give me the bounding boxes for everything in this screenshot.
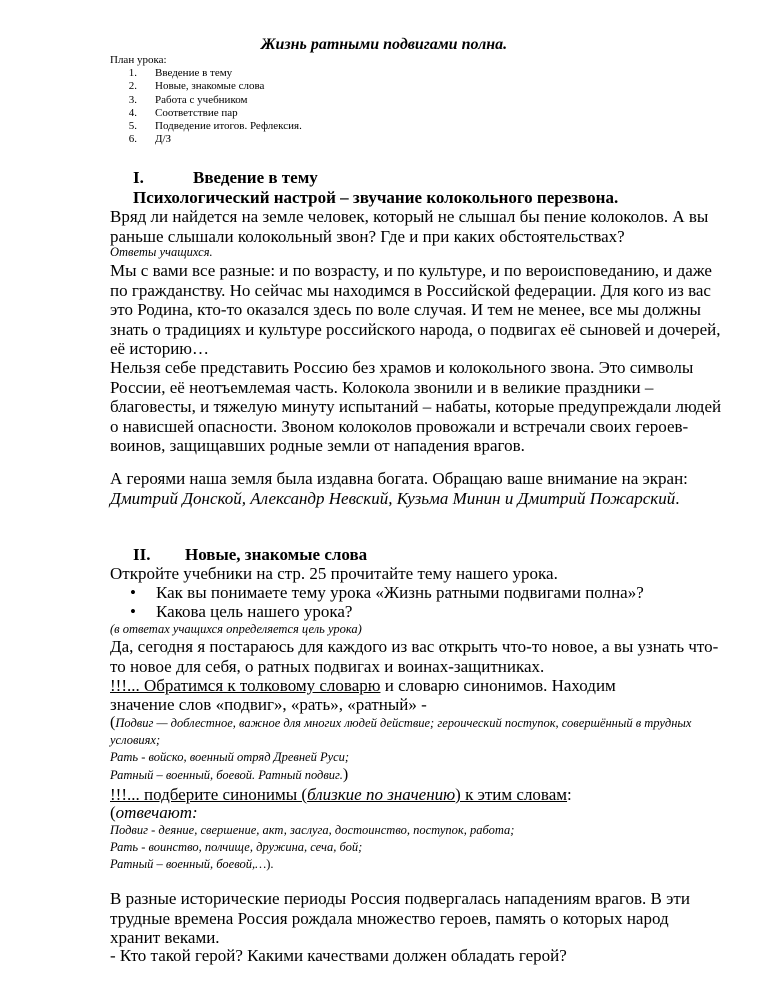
section-2-numeral: II. — [133, 545, 151, 564]
section-2-title: Новые, знакомые слова — [185, 545, 368, 564]
document-title: Жизнь ратными подвигами полна. — [260, 36, 508, 53]
heroes-names: Дмитрий Донской, Александр Невский, Кузьма Минин и Дмитрий Пожарский — [110, 488, 676, 508]
synonyms-podvig: Подвиг - деяние, свершение, акт, заслуга, достоинство, поступок, работа; — [110, 823, 515, 837]
dictionary-link[interactable]: !!!... Обратимся к толковому словарю — [110, 676, 381, 695]
plan-item-text: Д/З — [155, 133, 172, 146]
task-synonyms — [110, 785, 722, 805]
section-2-paragraph: Откройте учебники на стр. 25 прочитайте тему нашего урока. — [110, 564, 558, 583]
task-text: ) к этим словам — [455, 785, 568, 804]
list-item-text: Какова цель нашего урока? — [156, 602, 353, 621]
synonyms-task-link[interactable] — [110, 785, 567, 804]
plan-item-text: Введение в тему — [155, 67, 233, 79]
section-1-paragraph: Нельзя себе представить Россию без храмов и колокольного звона. Это символы России, её неотъемлемая часть. Колокола звонили и в великие праздники – благовесты, и тяжелую минуту испытаний – набаты, которые предупреждали людей о нависшей опасности. Звоном колоколов провожали и встречали своих героев-воинов, защищавших родные земли от нападения врагов. — [110, 358, 722, 456]
section-2-heading — [133, 545, 367, 565]
definition-ratny: Ратный – военный, боевой. Ратный подвиг. — [110, 768, 343, 782]
section-1-title: Введение в тему — [193, 168, 318, 187]
plan-item-number: 3. — [128, 93, 137, 106]
section-1-paragraph: Вряд ли найдется на земле человек, который не слышал бы пение колоколов. А вы раньше слышали колокольный звон? Где и при каких обстоятельствах? — [110, 207, 709, 246]
plan-item-number: 2. — [128, 80, 137, 93]
answer-label-line — [110, 803, 722, 823]
bullet-icon: • — [130, 583, 136, 602]
section-1-paragraph — [110, 469, 722, 508]
task-text-italic: близкие по значению — [307, 785, 456, 804]
section-2-paragraph: В разные исторические периоды Россия подвергалась нападениям врагов. В эти трудные времена Россия рождала множество героев, память о которых народ хранит веками. — [110, 889, 690, 948]
plan-list — [110, 67, 302, 147]
section-2-paragraph: Да, сегодня я постараюсь для каждого из вас открыть что-то новое, а вы узнать что-то новое для себя, о ратных подвигах и воинах-защитниках. — [110, 637, 719, 676]
plan-item-number: 6. — [128, 133, 137, 146]
definition-podvig: Подвиг — доблестное, важное для многих людей действие; героический поступок, совершённый в трудных условиях; — [110, 716, 692, 747]
plan-item — [110, 80, 302, 93]
plan-item — [110, 67, 302, 80]
paragraph-text: А героями наша земля была издавна богата. Обращаю ваше внимание на экран: — [110, 469, 688, 488]
plan-item-number: 5. — [128, 120, 137, 133]
paren-open: ( — [110, 714, 116, 731]
section-2-question: - Кто такой герой? Какими качествами должен обладать герой? — [110, 946, 567, 965]
plan-item-text: Работа с учебником — [155, 93, 248, 106]
plan-item-number: 4. — [128, 106, 137, 119]
bullet-icon: • — [130, 602, 136, 621]
answer-label: отвечают: — [115, 803, 198, 822]
task-text: и словарю синонимов. Находим — [380, 676, 616, 695]
plan-item — [110, 94, 302, 107]
plan-item-text: Соответствие пар — [155, 106, 238, 119]
synonyms-block — [110, 822, 730, 873]
plan-item-text: Подведение итогов. Рефлексия. — [155, 120, 302, 133]
synonyms-rat: Рать - воинство, полчище, дружина, сеча, бой; — [110, 840, 363, 854]
synonyms-end: ). — [266, 857, 274, 871]
list-item — [130, 583, 644, 603]
definitions-block — [110, 714, 730, 784]
synonyms-ratny: Ратный – военный, боевой,… — [110, 857, 267, 871]
paren-close: ) — [342, 766, 349, 783]
plan-heading: План урока: — [110, 54, 167, 66]
task-text: !!!... подберите синонимы ( — [110, 785, 308, 804]
task-dictionary — [110, 676, 722, 696]
plan-item — [110, 120, 302, 133]
section-1-paragraph: Мы с вами все разные: и по возрасту, и по культуре, и по вероисповеданию, и даже по гражданству. Но сейчас мы находимся в Российской федерации. Для кого из вас это Родина, кто-то оказался здесь по воле случая. И тем не менее, все мы должны знать о традициях и культуре российского народа, о подвигах её сыновей и дочерей, её историю… — [110, 261, 721, 359]
section-2-note: (в ответах учащихся определяется цель урока) — [110, 622, 362, 636]
definition-rat: Рать - войско, военный отряд Древней Руси; — [110, 750, 350, 764]
section-1-subtitle: Психологический настрой – звучание колокольного перезвона. — [133, 188, 619, 207]
section-1-heading — [133, 168, 318, 188]
section-1-numeral: I. — [133, 168, 144, 187]
plan-item — [110, 133, 302, 146]
list-item — [130, 602, 352, 622]
plan-item-number: 1. — [128, 67, 137, 79]
task-text-line: значение слов «подвиг», «рать», «ратный» - — [110, 695, 427, 714]
paragraph-text: . — [675, 488, 680, 508]
task-text: : — [567, 785, 572, 804]
plan-item — [110, 107, 302, 120]
paren-open: ( — [110, 803, 116, 822]
plan-item-text: Новые, знакомые слова — [155, 80, 265, 93]
list-item-text: Как вы понимаете тему урока «Жизнь ратными подвигами полна»? — [156, 583, 644, 602]
section-1-note: Ответы учащихся. — [110, 245, 213, 259]
